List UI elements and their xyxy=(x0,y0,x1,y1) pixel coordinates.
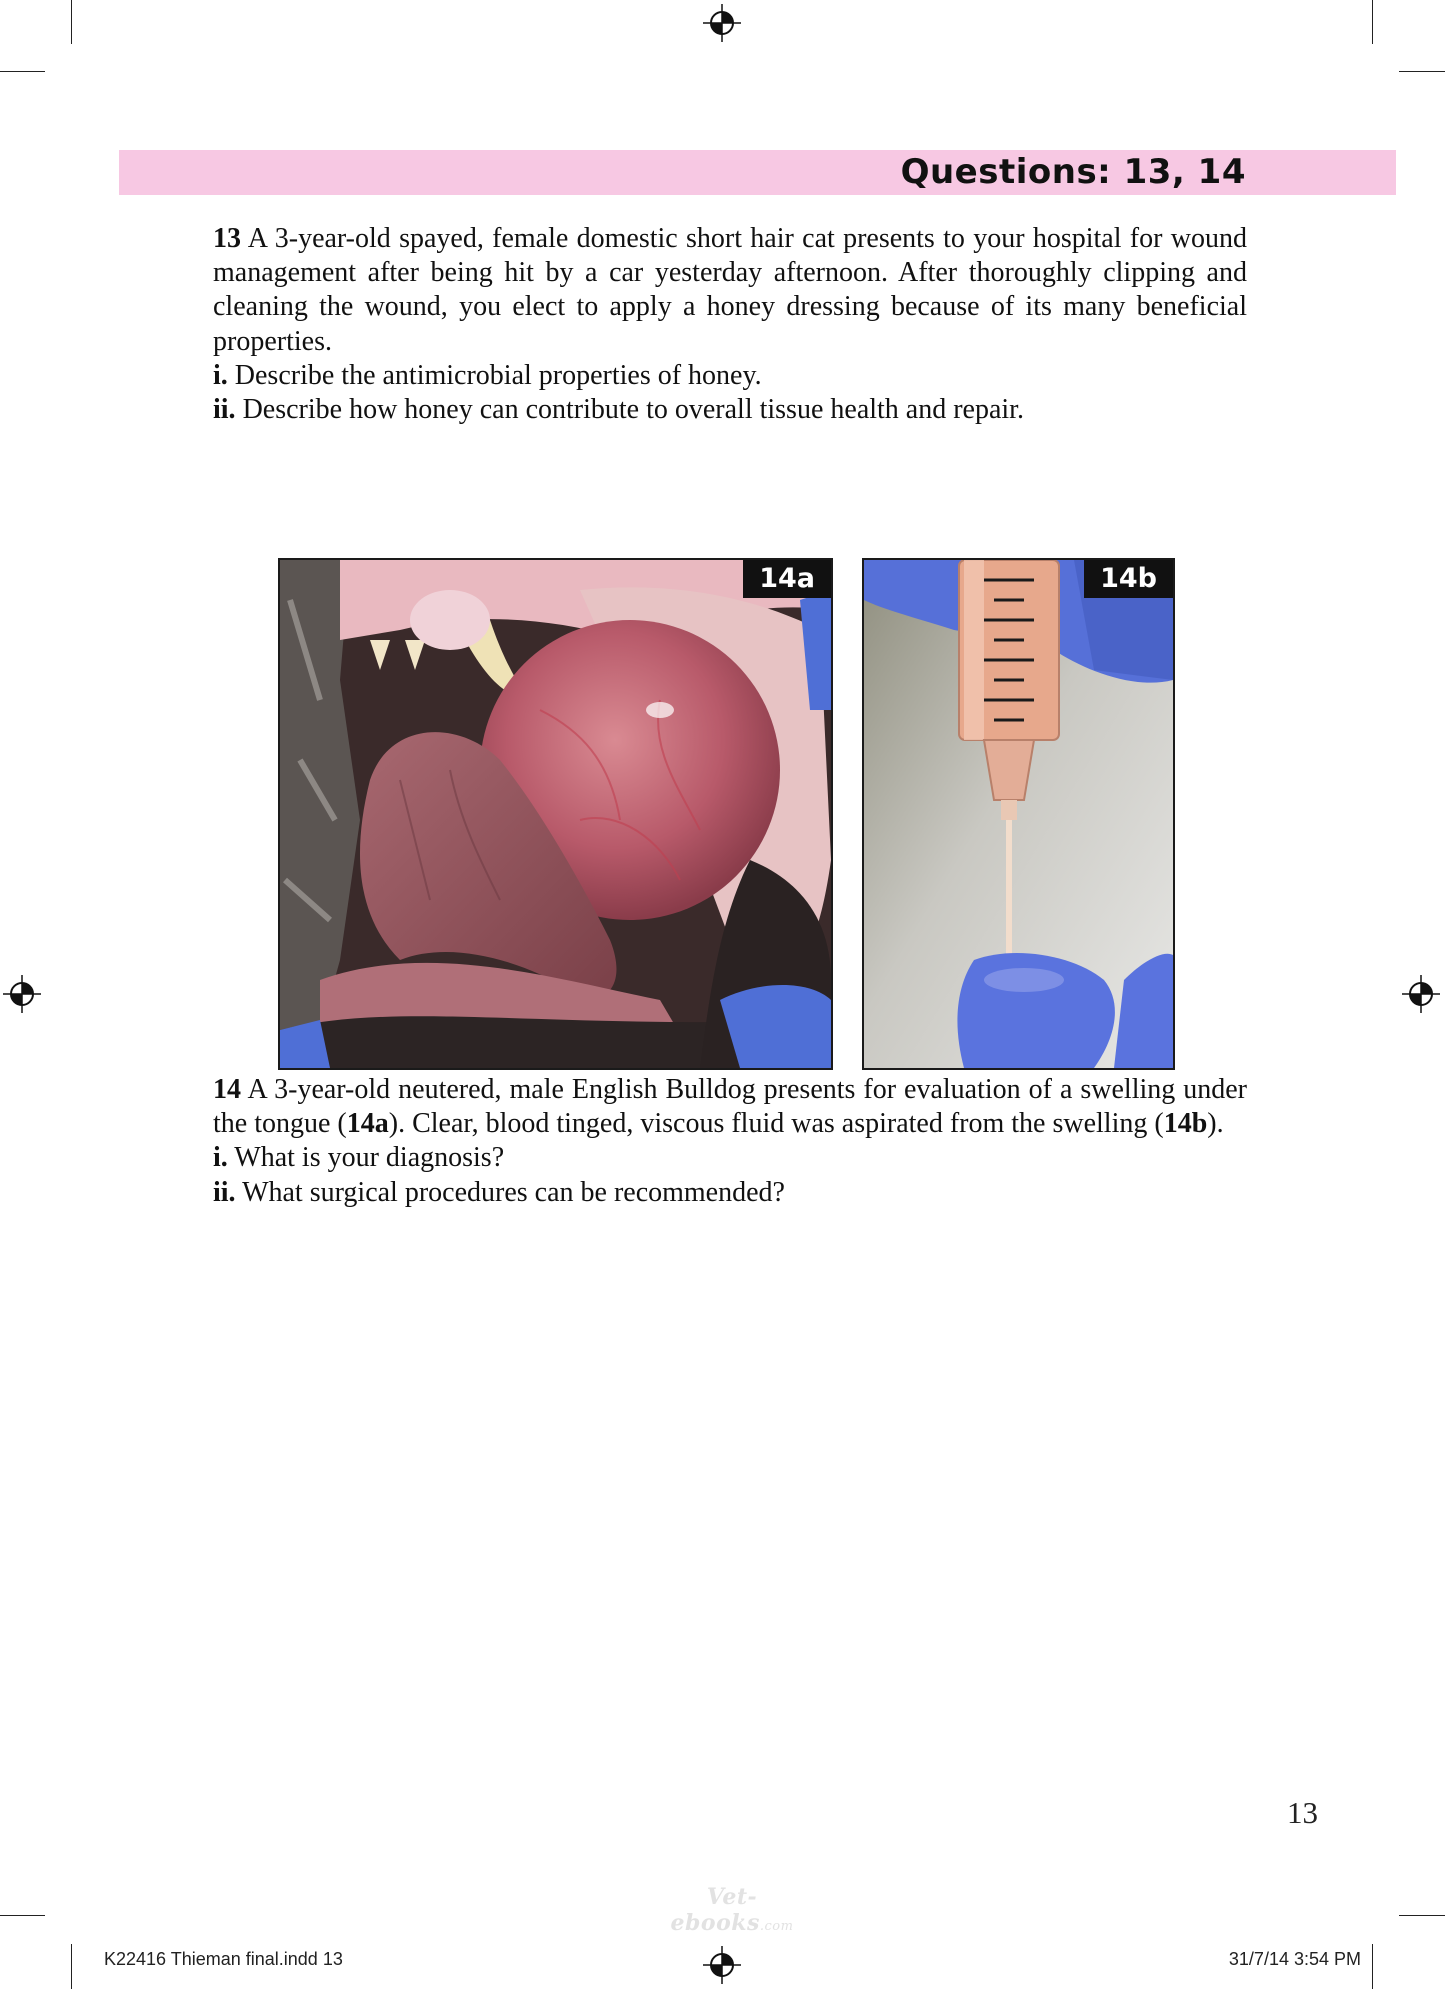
figure-14a-photo xyxy=(278,558,833,1070)
watermark-suffix: .com xyxy=(759,1919,794,1934)
footer-timestamp: 31/7/14 3:54 PM xyxy=(1228,1949,1361,1969)
question-item xyxy=(213,359,1247,393)
page-number: 13 xyxy=(1287,1795,1318,1830)
question-14 xyxy=(213,1073,1247,1210)
crop-mark xyxy=(0,71,45,72)
registration-mark-icon xyxy=(1402,975,1440,1013)
registration-mark-icon xyxy=(703,1946,741,1984)
question-item xyxy=(213,393,1247,427)
question-text: ). xyxy=(1207,1108,1224,1140)
section-header-band xyxy=(119,150,1396,195)
page-title: Questions: 13, 14 xyxy=(900,152,1246,192)
footer-file-info: K22416 Thieman final.indd 13 xyxy=(104,1949,343,1969)
oral-swelling-illustration xyxy=(280,560,831,1068)
crop-mark xyxy=(1399,71,1445,72)
figure-reference: 14a xyxy=(346,1108,389,1140)
figure-label: 14a xyxy=(743,560,831,598)
crop-mark xyxy=(71,1944,72,1989)
watermark-main: Vet-ebooks xyxy=(670,1884,760,1936)
figure-reference: 14b xyxy=(1163,1108,1208,1140)
item-text: What surgical procedures can be recommended? xyxy=(242,1176,785,1208)
item-marker: ii. xyxy=(213,1176,236,1208)
item-marker: i. xyxy=(213,1142,228,1174)
figure-label: 14b xyxy=(1084,560,1173,598)
question-14-stem xyxy=(213,1073,1247,1141)
crop-mark xyxy=(0,1915,45,1916)
registration-mark-icon xyxy=(703,4,741,42)
question-item xyxy=(213,1176,1247,1210)
crop-mark xyxy=(1399,1915,1445,1916)
question-number: 13 xyxy=(213,223,241,254)
item-text: Describe the antimicrobial properties of honey. xyxy=(234,359,762,391)
crop-mark xyxy=(71,0,72,44)
item-text: Describe how honey can contribute to overall tissue health and repair. xyxy=(242,394,1024,426)
item-marker: i. xyxy=(213,359,228,391)
figure-14b-photo xyxy=(862,558,1175,1070)
crop-mark xyxy=(1372,1944,1373,1989)
crop-mark xyxy=(1372,0,1373,44)
registration-mark-icon xyxy=(3,975,41,1013)
question-text: A 3-year-old spayed, female domestic short hair cat presents to your hospital for wound management after being hit by a car yesterday afternoon. After thoroughly clipping and cleaning the wound, you elect to apply a honey dressing because of its many beneficial properties. xyxy=(213,223,1247,357)
question-number: 14 xyxy=(213,1074,241,1105)
question-text: ). Clear, blood tinged, viscous fluid was aspirated from the swelling ( xyxy=(388,1108,1164,1140)
question-text: A 3-year-old neutered, male English Bulldog presents for evaluation of a swelling under the tongue ( xyxy=(213,1074,1247,1140)
question-item xyxy=(213,1141,1247,1175)
watermark xyxy=(657,1884,807,1936)
question-13 xyxy=(213,222,1247,427)
item-marker: ii. xyxy=(213,394,236,426)
item-text: What is your diagnosis? xyxy=(234,1142,505,1174)
syringe-aspirate-illustration xyxy=(864,560,1173,1068)
question-13-stem xyxy=(213,222,1247,359)
